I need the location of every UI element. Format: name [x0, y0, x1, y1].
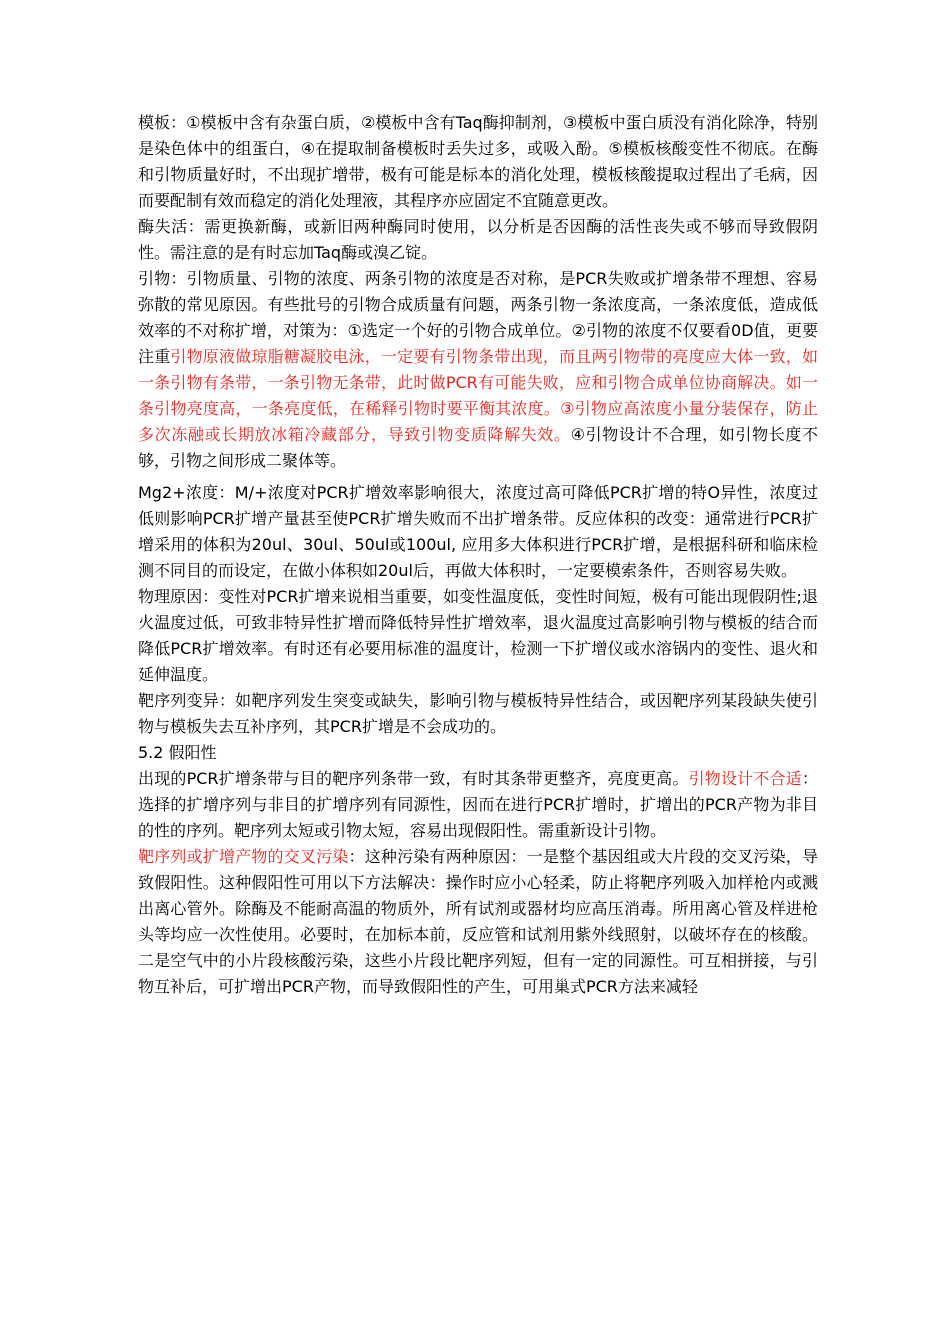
- paragraph: [138, 766, 818, 844]
- text-run: ④引物设计不合理，如引物长度不够，引物之间形成二聚体等。: [138, 425, 818, 470]
- paragraph: [138, 688, 818, 740]
- text-run: 出现的PCR扩增条带与目的靶序列条带一致，有时其条带更整齐，亮度更高。: [138, 769, 689, 788]
- paragraph: [138, 110, 818, 214]
- paragraph: [138, 584, 818, 688]
- document-page: [138, 110, 818, 1000]
- text-run: 5.2 假阳性: [138, 743, 217, 762]
- text-run: ：选择的扩增序列与非目的扩增序列有同源性，因而在进行PCR扩增时，扩增出的PCR产物为非目的性的序列。靶序列太短或引物太短，容易出现假阳性。需重新设计引物。: [138, 769, 818, 840]
- paragraph: [138, 844, 818, 1000]
- paragraph: [138, 480, 818, 584]
- paragraph: [138, 214, 818, 266]
- text-run: 物理原因：变性对PCR扩增来说相当重要，如变性温度低，变性时间短，极有可能出现假阴性;退火温度过低，可致非特异性扩增而降低特异性扩增效率，退火温度过高影响引物与模板的结合而降低PCR扩增效率。有时还有必要用标准的温度计，检测一下扩增仪或水溶锅内的变性、退火和延伸温度。: [138, 587, 818, 684]
- text-run: ：这种污染有两种原因：一是整个基因组或大片段的交叉污染，导致假阳性。这种假阳性可用以下方法解决：操作时应小心轻柔，防止将靶序列吸入加样枪内或溅出离心管外。除酶及不能耐高温的物质外，所有试剂或器材均应高压消毒。所用离心管及样进枪头等均应一次性使用。必要时，在加标本前，反应管和试剂用紫外线照射，以破坏存在的核酸。二是空气中的小片段核酸污染，这些小片段比靶序列短，但有一定的同源性。可互相拼接，与引物互补后，可扩增出PCR产物，而导致假阳性的产生，可用巢式PCR方法来减轻: [138, 847, 818, 996]
- highlighted-text: 引物设计不合适: [688, 769, 802, 788]
- text-run: 酶失活：需更换新酶，或新旧两种酶同时使用，以分析是否因酶的活性丧失或不够而导致假阴性。需注意的是有时忘加Taq酶或溴乙锭。: [138, 217, 818, 262]
- highlighted-text: 靶序列或扩增产物的交叉污染: [138, 847, 349, 866]
- highlighted-text: 引物原液做琼脂糖凝胶电泳，一定要有引物条带出现，而且两引物带的亮度应大体一致，如一条引物有条带，一条引物无条带，此时做PCR有可能失败，应和引物合成单位协商解决。如一条引物亮度高，一条亮度低，在稀释引物时要平衡其浓度。③引物应高浓度小量分装保存，防止多次冻融或长期放冰箱冷藏部分，导致引物变质降解失效。: [138, 347, 818, 444]
- text-run: 靶序列变异：如靶序列发生突变或缺失，影响引物与模板特异性结合，或因靶序列某段缺失使引物与模板失去互补序列，其PCR扩增是不会成功的。: [138, 691, 818, 736]
- text-run: 引物：引物质量、引物的浓度、两条引物的浓度是否对称，是PCR失败或扩增条带不理想、容易弥散的常见原因。有些批号的引物合成质量有问题，两条引物一条浓度高，一条浓度低，造成低效率的不对称扩增，对策为：①选定一个好的引物合成单位。②引物的浓度不仅要看0D值，更要注重: [138, 269, 818, 366]
- text-run: Mg2+浓度：M/+浓度对PCR扩增效率影响很大，浓度过高可降低PCR扩增的特O异性，浓度过低则影响PCR扩增产量甚至使PCR扩增失败而不出扩增条带。反应体积的改变：通常进行PCR扩增采用的体积为20ul、30ul、50ul或100ul, 应用多大体积进行PCR扩增，是根据科研和临床检测不同目的而设定，在做小体积如20ul后，再做大体积时，一定要模索条件，否则容易失败。: [138, 483, 818, 580]
- section-heading: [138, 740, 818, 766]
- text-run: 模板：①模板中含有杂蛋白质，②模板中含有Taq酶抑制剂，③模板中蛋白质没有消化除净，特别是染色体中的组蛋白，④在提取制备模板时丢失过多，或吸入酚。⑤模板核酸变性不彻底。在酶和引物质量好时，不出现扩增带，极有可能是标本的消化处理，模板核酸提取过程出了毛病，因而要配制有效而稳定的消化处理液，其程序亦应固定不宜随意更改。: [138, 113, 818, 210]
- paragraph: [138, 266, 818, 474]
